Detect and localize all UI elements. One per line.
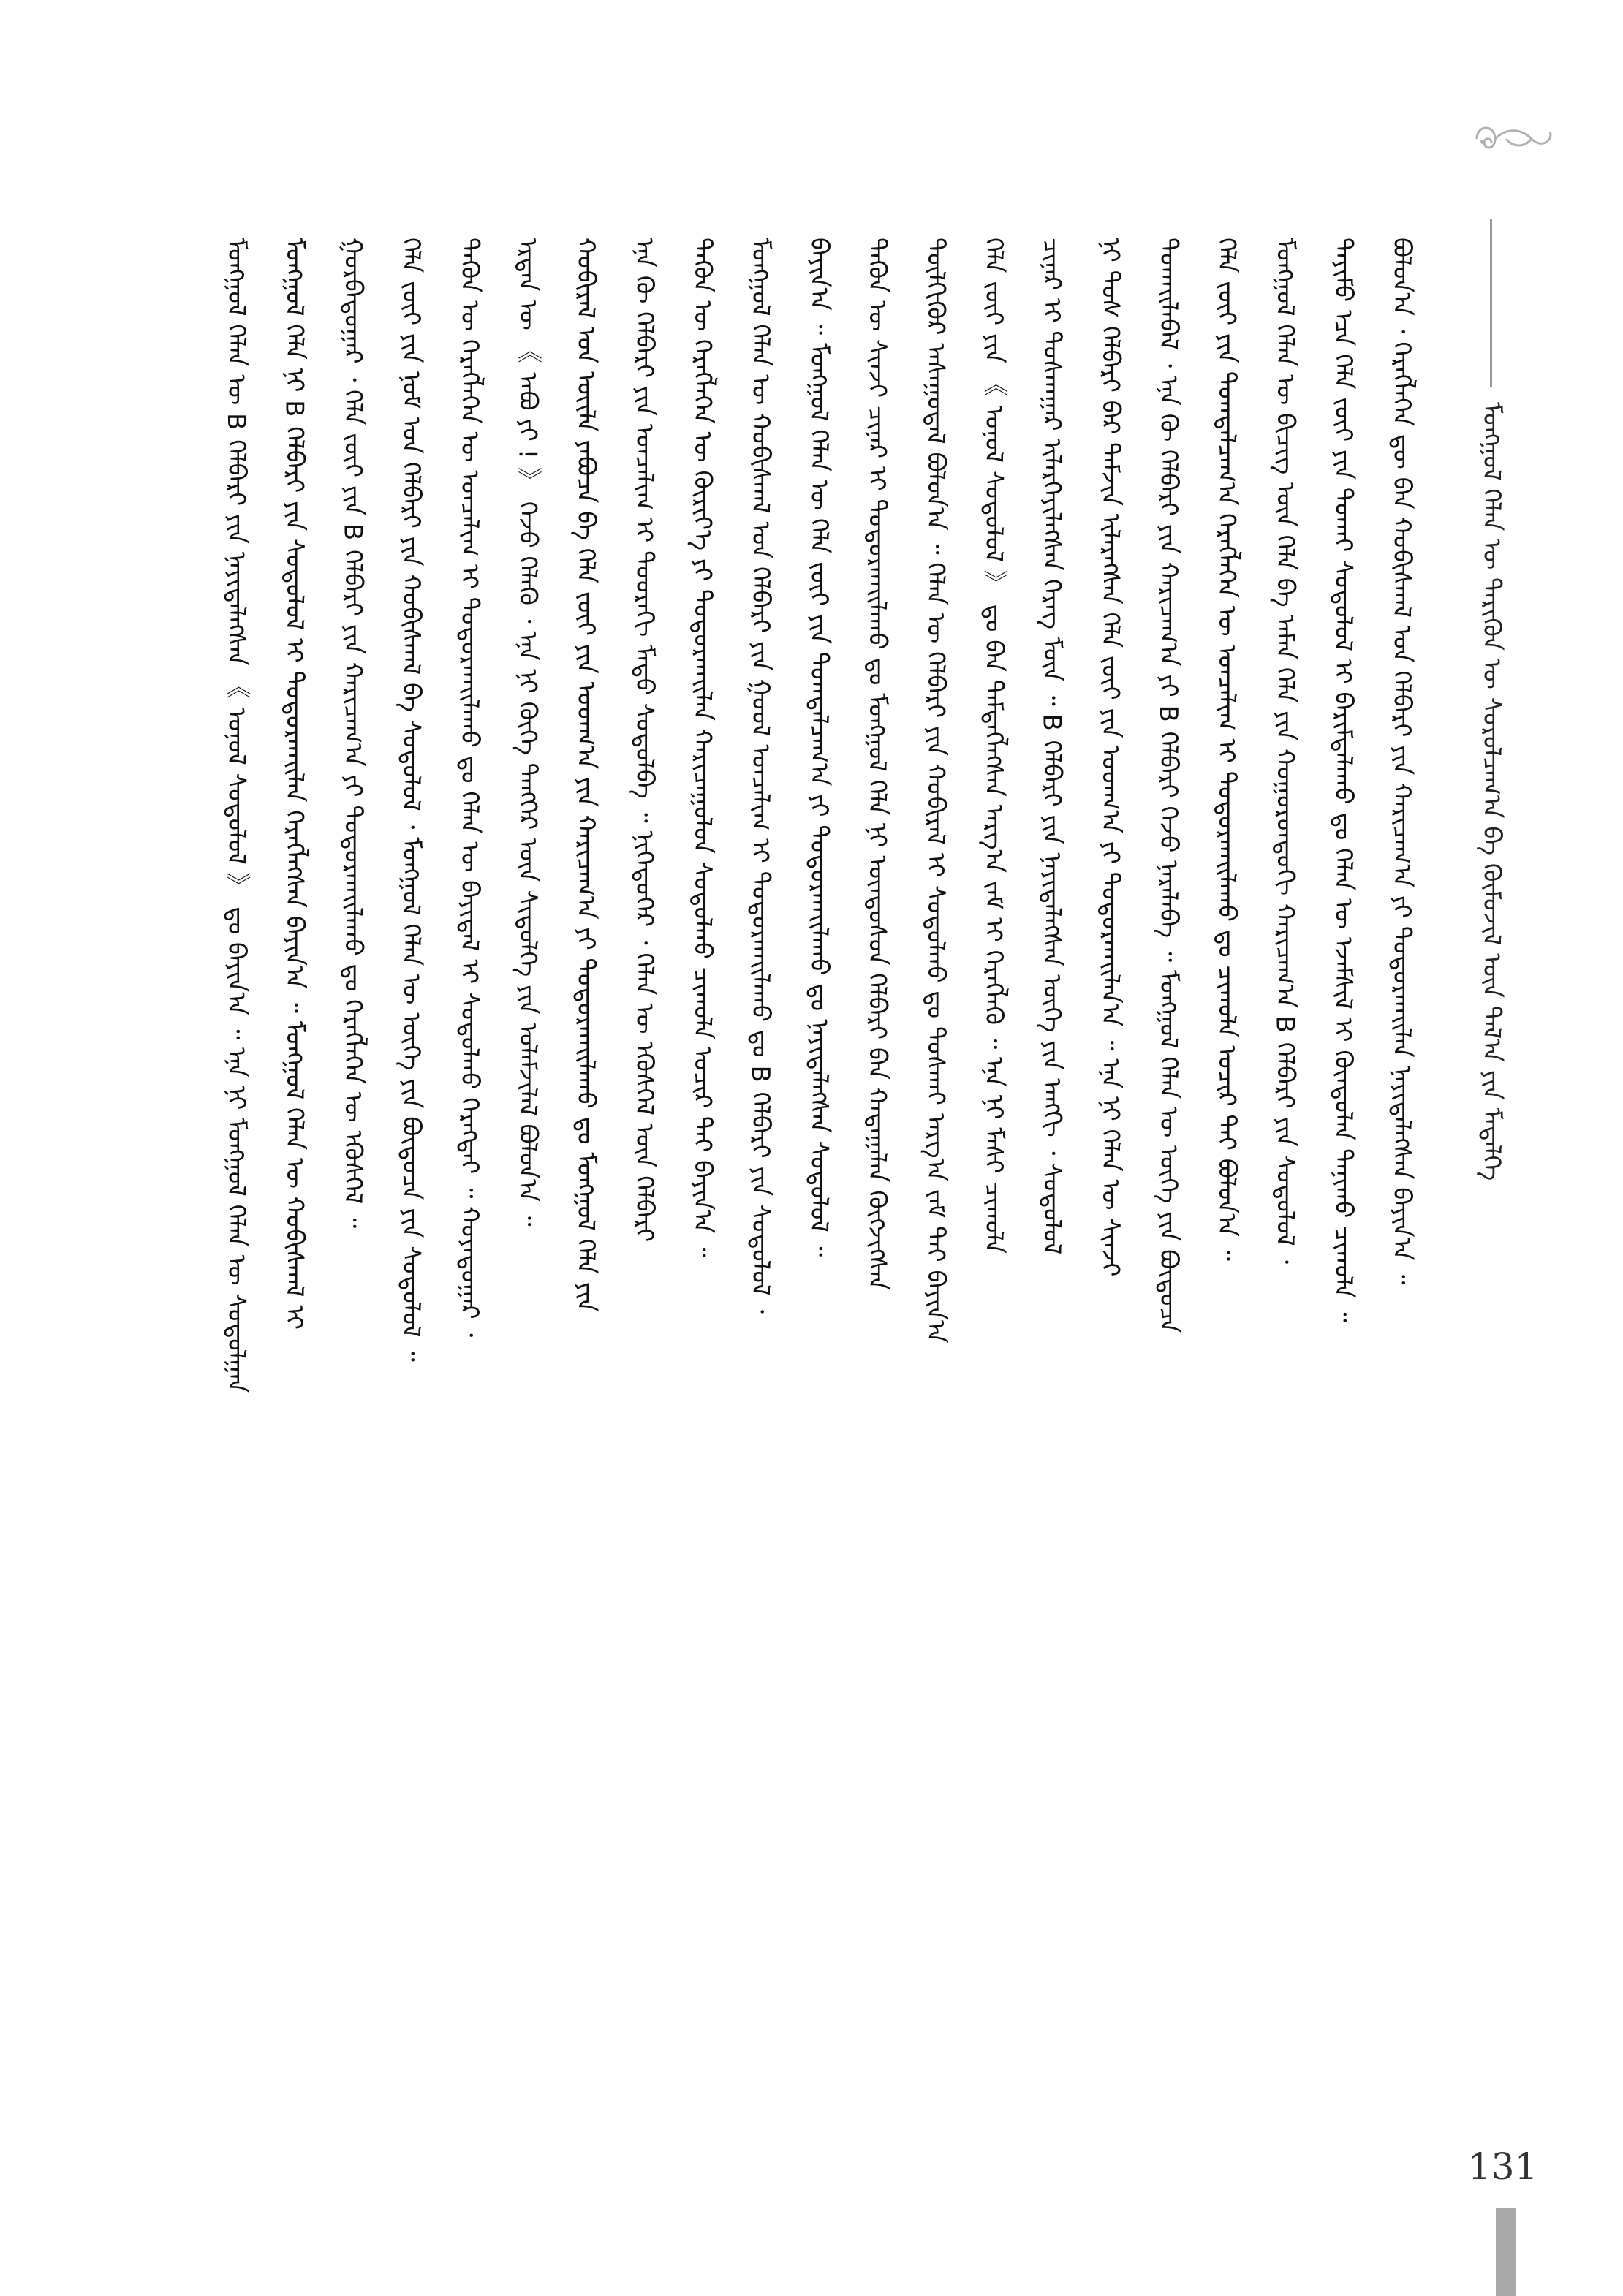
header-ornament-icon xyxy=(1462,110,1565,168)
text-column: ᠮᠣᠩᠭᠣᠯ ᠬᠡᠯᠡ ᠨᠢ B ᠬᠡᠯᠪᠡᠷᠢ ᠶᠢᠨ ᠰᠤᠳᠤᠯᠤᠯ ᠢ ᠲᠣᠳᠤᠷᠬᠠᠢᠯᠠᠨ ᠬᠡᠷᠡᠭᠯᠡᠭᠰᠡᠨ ᠪᠠᠶᠢᠨ᠎ᠠ ᠃ ᠮᠣᠩᠭᠣᠯ ᠬᠡᠯᠡᠨ ᠦ ᠬᠤᠪᠢᠰᠬᠠᠯ ᠢ xyxy=(279,238,309,1330)
running-title: ᠮᠣᠩᠭᠣᠯ ᠬᠡᠯᠡᠨ ᠦ ᠲᠡᠷᠢᠭᠦᠨ ᠦ ᠰᠤᠷᠤᠯᠴᠠᠭ᠎ᠠ ᠪᠠ ᠬᠦᠮᠦᠵᠢᠯ ᠦᠨ ᠲᠠᠯ᠎ᠠ ᠶᠢᠨ ᠮᠡᠳᠡᠯᠭᠡ xyxy=(1477,402,1506,1181)
text-column: ᠬᠤᠪᠢᠷᠠᠯ ᠤᠨ ᠦᠢᠯᠡ ᠶᠠᠪᠤᠴᠠ ᠪᠠ ᠬᠡᠯᠡ ᠵᠦᠢ ᠶᠢᠨ ᠤᠳᠬ᠎ᠠ ᠶᠢᠨ ᠬᠠᠷᠢᠴᠠᠭ᠎ᠠ ᠶᠢ ᠲᠣᠳᠤᠷᠬᠠᠢᠯᠠᠬᠤ ᠳᠤ ᠮᠣᠩᠭᠣᠯ ᠬᠡᠯᠡ ᠶᠢᠨ xyxy=(571,238,601,1312)
text-column: ᠭᠤᠷᠪᠠᠳᠤᠭᠠᠷ ᠂ ᠬᠡᠯᠡ ᠵᠦᠢ ᠶᠢᠨ B ᠬᠡᠯᠪᠡᠷᠢ ᠶᠢᠨ ᠬᠠᠷᠢᠴᠠᠭ᠎ᠠ ᠶᠢ ᠲᠣᠳᠤᠷᠬᠠᠢᠯᠠᠬᠤ ᠳᠤ ᠬᠡᠷᠡᠭᠯᠡᠭᠡᠨ ᠦ ᠡᠭᠦᠰᠬᠡᠯ ᠃ xyxy=(338,238,368,1229)
text-column: ᠨᠢ ᠲᠤᠰ ᠬᠡᠯᠪᠡᠷᠢ ᠪᠠᠷ ᠳᠠᠮᠵᠢᠨ ᠢᠯᠡᠷᠡᠭᠰᠡᠨ ᠬᠡᠯᠡ ᠵᠦᠢ ᠶᠢᠨ ᠤᠳᠬ᠎ᠠ ᠶᠢ ᠲᠣᠳᠤᠷᠬᠠᠢᠯᠠᠨ᠎ᠠ ᠃ ᠡᠨᠡ ᠨᠢ ᠬᠡᠯᠡᠨ ᠦ ᠰᠢᠨᠵᠢ xyxy=(1095,238,1125,1277)
text-column: ᠲᠡᠭᠦᠨ ᠦ ᠰᠢᠨᠵᠢ ᠴᠢᠨᠠᠷ ᠢ ᠲᠣᠳᠤᠷᠬᠠᠢᠯᠠᠬᠤ ᠳᠤ ᠮᠣᠩᠭᠣᠯ ᠬᠡᠯᠡ ᠨᠢ ᠦᠨᠳᠦᠰᠦᠨ ᠬᠡᠯᠪᠡᠷᠢ ᠪᠡᠨ ᠬᠠᠳᠠᠭᠠᠯᠠᠨ ᠬᠥᠭᠵᠢᠭᠰᠡᠨ xyxy=(862,238,892,1291)
text-column: ᠬᠡᠯᠡ ᠵᠦᠢ ᠶᠢᠨ ᠨᠣᠮ ᠤᠨ ᠬᠡᠯᠪᠡᠷᠢ ᠶᠢᠨ ᠬᠤᠪᠢᠰᠬᠠᠯ ᠪᠠ ᠰᠤᠳᠤᠯᠤᠯ ᠂ ᠮᠣᠩᠭᠣᠯ ᠬᠡᠯᠡᠨ ᠦ ᠦᠭᠡ ᠶᠢᠨ ᠪᠦᠲᠦᠴᠡ ᠶᠢᠨ ᠰᠤᠳᠤᠯᠤᠯ ᠃ xyxy=(396,238,426,1362)
page-number: 131 xyxy=(1468,2145,1538,2188)
text-column: ᠡᠨᠡ ᠬᠦ ᠬᠡᠯᠪᠡᠷᠢ ᠶᠢᠨ ᠣᠨᠴᠠᠯᠢᠭ ᠢ ᠳᠣᠣᠷᠠᠬᠢ ᠮᠡᠲᠦ ᠰᠤᠳᠤᠯᠪᠠ ᠃ ᠨᠢᠭᠡᠳᠦᠭᠡᠷ ᠂ ᠬᠡᠯᠡᠨ ᠦ ᠡᠭᠦᠰᠬᠡᠯ ᠦᠨ ᠬᠡᠯᠪᠡᠷᠢ xyxy=(629,238,659,1243)
text-column: ᠲᠤᠬᠠᠢᠯᠠᠪᠠᠯ ᠂ ᠡᠨᠡ ᠬᠦ ᠬᠡᠯᠪᠡᠷᠢ ᠶᠢᠨ ᠬᠠᠷᠢᠴᠠᠭ᠎ᠠ ᠶᠢ B ᠬᠡᠯᠪᠡᠷᠢ ᠭᠡᠵᠦ ᠨᠡᠷᠡᠯᠡᠪᠡ ᠃ ᠮᠣᠩᠭᠣᠯ ᠬᠡᠯᠡᠨ ᠦ ᠦᠭᠡ ᠶᠢᠨ ᠪᠦᠲᠦᠴᠡ xyxy=(1154,238,1183,1333)
text-column: ᠴᠢᠨᠠᠷ ᠢ ᠲᠤᠰᠬᠠᠭᠠᠷ ᠢᠯᠡᠷᠬᠡᠶᠢᠯᠡᠭᠰᠡᠨ ᠬᠡᠷᠡᠭ ᠮᠥᠨ ᠃ B ᠬᠡᠯᠪᠡᠷᠢ ᠶᠢᠨ ᠨᠡᠶᠢᠲᠡᠯᠡᠭᠰᠡᠨ ᠦᠭᠡ ᠶᠢᠨ ᠠᠩᠭᠢ ᠂ ᠰᠤᠳᠤᠯᠤᠯ xyxy=(1037,238,1067,1255)
header-rule xyxy=(1490,219,1492,387)
text-column: ᠮᠣᠩᠭᠣᠯ ᠬᠡᠯᠡᠨ ᠦ ᠪᠢᠴᠢᠭ ᠦᠨ ᠬᠡᠯᠡ ᠪᠠ ᠠᠮᠠᠨ ᠬᠡᠯᠡ ᠶᠢᠨ ᠬᠣᠭᠣᠷᠣᠨᠳᠣᠬᠢ ᠬᠠᠷᠢᠴᠠᠭ᠎ᠠ B ᠬᠡᠯᠪᠡᠷᠢ ᠶᠢᠨ ᠰᠤᠳᠤᠯᠤᠯ ᠂ xyxy=(1270,238,1300,1265)
text-column: ᠪᠠᠶᠢᠨ᠎ᠠ ᠃ ᠮᠣᠩᠭᠣᠯ ᠬᠡᠯᠡᠨ ᠦ ᠬᠡᠯᠡ ᠵᠦᠢ ᠶᠢᠨ ᠲᠣᠭᠲᠠᠯᠴᠠᠭ᠎ᠠ ᠶᠢ ᠲᠣᠳᠤᠷᠬᠠᠢᠯᠠᠬᠤ ᠳᠤ ᠨᠡᠶᠢᠲᠡᠯᠡᠭᠰᠡᠨ ᠰᠤᠳᠤᠯᠤᠯ ᠃ xyxy=(803,238,833,1257)
text-column: ᠡᠷᠲᠡᠨ ᠦ 《 ᠠᠪᠤ ᠶᠢ ! 》 ᠭᠡᠵᠦ ᠬᠡᠯᠡᠬᠦ ᠂ ᠡᠨᠡ ᠨᠢ ᠬᠥᠬᠡ ᠲᠡᠩᠭᠡᠷ ᠦᠨ ᠰᠢᠲᠦᠯᠭᠡ ᠶᠢᠨ ᠤᠯᠠᠮᠵᠢᠯᠠᠯ ᠪᠣᠯᠤᠨ᠎ᠠ ᠃ xyxy=(512,238,542,1227)
page-edge-tab xyxy=(1496,2208,1516,2296)
text-column: ᠪᠣᠯᠤᠨ᠎ᠠ ᠂ ᠬᠡᠷᠡᠭᠯᠡᠭᠡᠨ ᠳᠦ ᠪᠠᠨ ᠬᠤᠪᠢᠰᠬᠠᠯ ᠤᠨ ᠬᠡᠯᠪᠡᠷᠢ ᠶᠢᠨ ᠬᠠᠷᠢᠴᠠᠭ᠎ᠠ ᠶᠢ ᠲᠣᠳᠤᠷᠬᠠᠢᠯᠠᠨ ᠨᠡᠶᠢᠲᠡᠯᠡᠭᠰᠡᠨ ᠪᠠᠶᠢᠨ᠎ᠠ ᠃ xyxy=(1386,238,1416,1285)
text-column: ᠮᠣᠩᠭᠣᠯ ᠬᠡᠯᠡᠨ ᠦ B ᠬᠡᠯᠪᠡᠷᠢ ᠶᠢᠨ ᠨᠡᠶᠢᠲᠡᠯᠡᠭᠰᠡᠨ 《 ᠣᠨᠤᠯ ᠰᠤᠳᠤᠯᠤᠯ 》 ᠳᠤ ᠪᠠᠶᠢᠨ᠎ᠠ ᠃ ᠡᠨᠡ ᠨᠢ ᠮᠣᠩᠭᠣᠯ ᠬᠡᠯᠡᠨ ᠦ ᠰᠤᠳᠤᠯᠭᠠᠨ xyxy=(222,238,251,1393)
body-text xyxy=(219,238,1418,2138)
text-column: ᠬᠡᠯᠡ ᠵᠦᠢ ᠶᠢᠨ 《 ᠣᠨᠤᠯ ᠰᠤᠳᠤᠯᠤᠯ 》 ᠳᠤ ᠪᠠᠨ ᠲᠡᠮᠳᠡᠭᠯᠡᠭᠰᠡᠨ ᠠᠷᠭ᠎ᠠ ᠵᠠᠮ ᠢ ᠬᠡᠷᠡᠭᠯᠡᠬᠦ ᠃ ᠡᠨᠡ ᠨᠢ ᠮᠠᠰᠢ ᠴᠢᠬᠤᠯᠠ xyxy=(978,238,1008,1254)
running-header xyxy=(1469,219,1513,1181)
text-column: ᠲᠡᠭᠦᠨ ᠦ ᠬᠡᠷᠡᠭᠯᠡᠭᠡᠨ ᠦ ᠣᠨᠴᠠᠯᠢᠭ ᠢ ᠲᠣᠳᠤᠷᠬᠠᠢᠯᠠᠬᠤ ᠳᠤ ᠬᠡᠯᠡᠨ ᠦ ᠪᠠᠶᠢᠳᠠᠯ ᠢ ᠰᠤᠳᠤᠯᠬᠤ ᠬᠡᠷᠡᠭᠲᠡᠢ ᠃ ᠬᠣᠶᠠᠳᠤᠭᠠᠷ ᠂ xyxy=(454,238,484,1338)
text-column: ᠬᠡᠯᠡ ᠵᠦᠢ ᠶᠢᠨ ᠲᠣᠭᠲᠠᠯᠴᠠᠭ᠎ᠠ ᠬᠡᠷᠡᠭᠯᠡᠭᠡᠨ ᠦ ᠣᠨᠴᠠᠯᠢᠭ ᠢ ᠲᠣᠳᠤᠷᠬᠠᠢᠯᠠᠬᠤ ᠳᠤ ᠴᠢᠬᠤᠯᠠ ᠤᠴᠢᠷ ᠲᠠᠢ ᠪᠣᠯᠤᠨ᠎ᠠ ᠃ xyxy=(1211,238,1241,1261)
text-column: ᠲᠡᠶᠢᠮᠦ ᠡᠴᠡ ᠬᠡᠯᠡ ᠵᠦᠢ ᠶᠢᠨ ᠲᠤᠬᠠᠢ ᠰᠤᠳᠤᠯᠤᠯ ᠢ ᠪᠠᠷᠢᠮᠲᠠᠯᠠᠬᠤ ᠳᠤ ᠬᠡᠯᠡᠨ ᠦ ᠡᠵᠡᠮᠰᠢᠯ ᠢ ᠬᠦᠨᠳᠦᠯᠡᠨ ᠲᠠᠨᠢᠬᠤ ᠴᠢᠬᠤᠯᠠ ᠃ xyxy=(1328,238,1358,1323)
text-column: ᠲᠡᠭᠦᠨ ᠦ ᠬᠡᠷᠡᠭᠯᠡᠭᠡᠨ ᠦ ᠬᠦᠷᠢᠶ᠎ᠡ ᠶᠢ ᠲᠣᠳᠤᠷᠬᠠᠢᠯᠠᠨ ᠬᠠᠷᠢᠴᠠᠭᠤᠯᠤᠨ ᠰᠤᠳᠤᠯᠬᠤ ᠴᠢᠬᠤᠯᠠ ᠤᠴᠢᠷ ᠲᠠᠢ ᠪᠠᠶᠢᠨ᠎ᠠ ᠃ xyxy=(687,238,717,1258)
text-column: ᠲᠦᠯᠬᠢᠭᠦᠷ ᠠᠰᠠᠭᠤᠳᠠᠯ ᠪᠣᠯᠤᠨ᠎ᠠ ᠃ ᠬᠡᠯᠡᠨ ᠦ ᠬᠡᠯᠪᠡᠷᠢ ᠶᠢᠨ ᠬᠤᠪᠢᠷᠠᠯ ᠢ ᠰᠤᠳᠤᠯᠬᠤ ᠳᠤ ᠲᠤᠰᠬᠠᠢ ᠠᠷᠭ᠎ᠠ ᠵᠠᠮ ᠲᠠᠢ ᠪᠠᠶᠢᠨ᠎ᠠ xyxy=(920,238,950,1344)
text-column: ᠮᠣᠩᠭᠣᠯ ᠬᠡᠯᠡᠨ ᠦ ᠬᠤᠪᠢᠰᠬᠠᠯ ᠤᠨ ᠬᠡᠯᠪᠡᠷᠢ ᠶᠢᠨ ᠭᠣᠣᠯ ᠣᠨᠴᠠᠯᠢᠭ ᠢ ᠲᠣᠳᠤᠷᠬᠠᠢᠯᠠᠬᠤ ᠳᠤ B ᠬᠡᠯᠪᠡᠷᠢ ᠶᠢᠨ ᠰᠤᠳᠤᠯᠤᠯ ᠂ xyxy=(746,238,776,1314)
